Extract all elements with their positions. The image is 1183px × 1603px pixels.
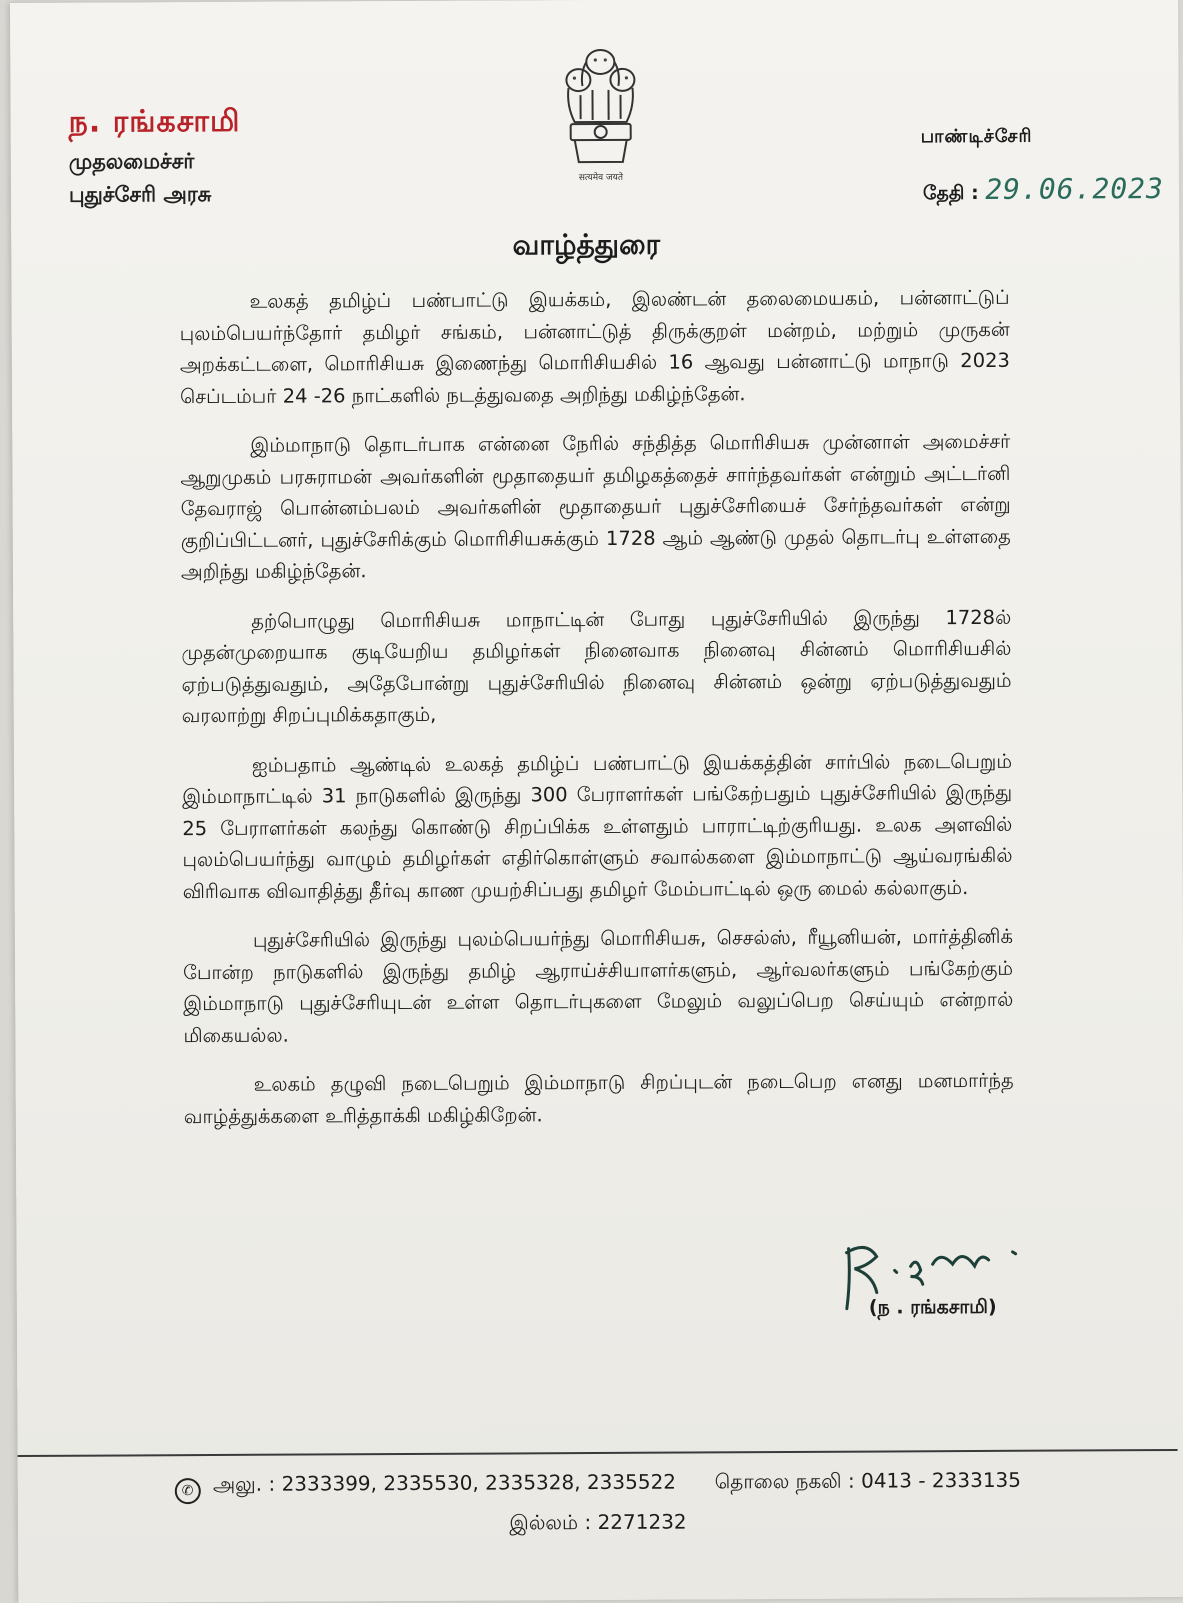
paragraph: தற்பொழுது மொரிசியசு மாநாட்டின் போது புதுச்சேரியில் இருந்து 1728ல் முதன்முறையாக குடியேறிய தமிழர்கள் நினைவாக நினைவு சின்னம் மொரிசியசில் ஏற்படுத்துவதும், அதேபோன்று புதுச்சேரியில் நினைவு சின்னம் ஒன்று ஏற்படுத்துவதும் வரலாற்று சிறப்புமிக்கதாகும், <box>181 605 1012 728</box>
paragraph: உலகம் தழுவி நடைபெறும் இம்மாநாடு சிறப்புடன் நடைபெற எனது மனமார்ந்த வாழ்த்துக்களை உரித்தாக்கி மகிழ்கிறேன். <box>183 1068 1014 1128</box>
home-phone: இல்லம் : 2271232 <box>509 1509 687 1535</box>
signed-name: (ந . ரங்கசாமி) <box>868 1295 997 1319</box>
letter-heading: வாழ்த்துரை <box>512 227 661 262</box>
footer-contact <box>18 1459 1178 1545</box>
sender-government: புதுச்சேரி அரசு <box>68 182 212 207</box>
paragraph: ஐம்பதாம் ஆண்டில் உலகத் தமிழ்ப் பண்பாட்டு இயக்கத்தின் சார்பில் நடைபெறும் இம்மாநாட்டில் 31 நாடுகளில் இருந்து 300 பேராளர்கள் பங்கேற்பதும் புதுச்சேரியில் இருந்து 25 பேராளர்கள் கலந்து கொண்டு சிறப்பிக்க உள்ளதும் பாராட்டிற்குரியது. உலக அளவில் புலம்பெயர்ந்து வாழும் தமிழர்கள் எதிர்கொள்ளும் சவால்களை இம்மாநாட்டு ஆய்வரங்கில் விரிவாக விவாதித்து தீர்வு காண முயற்சிப்பது தமிழர் மேம்பாட்டில் ஒரு மைல் கல்லாகும். <box>182 749 1013 903</box>
letter-body <box>179 282 1014 1150</box>
sender-block <box>69 104 241 210</box>
letter-page <box>10 0 1183 1603</box>
footer-line-1 <box>18 1459 1178 1505</box>
fax-number: தொலை நகலி : 0413 - 2333135 <box>714 1467 1022 1494</box>
sender-name: ந. ரங்கசாமி <box>68 103 241 140</box>
phone-icon: ✆ <box>175 1478 201 1504</box>
national-emblem-icon <box>550 40 651 191</box>
footer-divider <box>18 1449 1178 1457</box>
svg-text:सत्यमेव जयते: सत्यमेव जयते <box>578 172 624 184</box>
sender-title: முதலமைச்சர் <box>68 149 195 174</box>
paragraph: புதுச்சேரியில் இருந்து புலம்பெயர்ந்து மொரிசியசு, செசல்ஸ், ரீயூனியன், மார்த்தினிக் போன்ற நாடுகளில் இருந்து தமிழ் ஆராய்ச்சியாளர்களும், ஆர்வலர்களும் பங்கேற்கும் இம்மாநாடு புதுச்சேரியுடன் உள்ள தொடர்புகளை மேலும் வலுப்பெற செய்யும் என்றால் மிகையல்ல. <box>183 924 1014 1047</box>
date-value: 29.06.2023 <box>985 172 1164 206</box>
paragraph: இம்மாநாடு தொடர்பாக என்னை நேரில் சந்தித்த மொரிசியசு முன்னாள் அமைச்சர் ஆறுமுகம் பரசுராமன் அவர்களின் மூதாதையர் தமிழகத்தைச் சார்ந்தவர்கள் என்றும் அட்டர்னி தேவராஜ் பொன்னம்பலம் அவர்களின் மூதாதையர் புதுச்சேரியைச் சேர்ந்தவர்கள் என்று குறிப்பிட்டனர், புதுச்சேரிக்கும் மொரிசியசுக்கும் 1728 ஆம் ஆண்டு முதல் தொடர்பு உள்ளதை அறிந்து மகிழ்ந்தேன். <box>180 429 1011 584</box>
emblem-lions-icon <box>550 40 651 191</box>
paragraph: உலகத் தமிழ்ப் பண்பாட்டு இயக்கம், இலண்டன் தலைமையகம், பன்னாட்டுப் புலம்பெயர்ந்தோர் தமிழர் சங்கம், பன்னாட்டுத் திருக்குறள் மன்றம், மற்றும் முருகன் அறக்கட்டளை, மொரிசியசு இணைந்து மொரிசியசில் 16 ஆவது பன்னாட்டு மாநாடு 2023 செப்டம்பர் 24 -26 நாட்களில் நடத்துவதை அறிந்து மகிழ்ந்தேன். <box>179 285 1010 408</box>
place-label: பாண்டிச்சேரி <box>920 125 1033 148</box>
date-line <box>923 172 1164 207</box>
office-phone: அலு. : 2333399, 2335530, 2335328, 2335522 <box>212 1469 677 1497</box>
date-label: தேதி : <box>922 181 979 205</box>
